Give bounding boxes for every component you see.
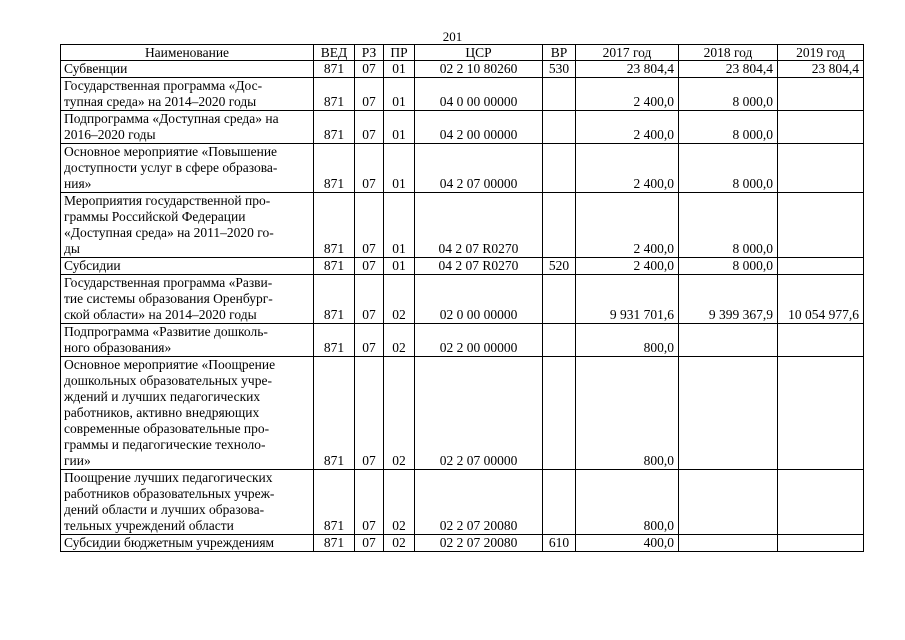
cell-rz: 07 [355,324,384,357]
cell-y2018 [679,357,778,470]
row-name [61,324,314,357]
row-name-line: Подпрограмма «Доступная среда» на [64,111,279,126]
cell-rz: 07 [355,193,384,258]
cell-vr: 530 [543,61,576,78]
cell-csr: 04 2 07 00000 [415,144,543,193]
cell-y2017: 2 400,0 [576,258,679,275]
cell-csr: 02 0 00 00000 [415,275,543,324]
row-name-line: тие системы образования Оренбург- [64,291,273,306]
cell-pr: 02 [384,324,415,357]
cell-y2018: 8 000,0 [679,193,778,258]
cell-y2019 [778,324,864,357]
cell-csr: 04 0 00 00000 [415,78,543,111]
table-row [61,470,864,535]
cell-ved: 871 [314,111,355,144]
cell-pr: 01 [384,61,415,78]
cell-pr: 01 [384,111,415,144]
row-name [61,535,314,552]
cell-y2019 [778,258,864,275]
cell-y2018: 23 804,4 [679,61,778,78]
table-row [61,357,864,470]
row-name-line: тельных учреждений области [64,518,234,533]
table-row [61,144,864,193]
cell-vr: 610 [543,535,576,552]
table-body [61,61,864,552]
cell-csr: 02 2 10 80260 [415,61,543,78]
row-name-line: тупная среда» на 2014–2020 годы [64,94,257,109]
cell-rz: 07 [355,535,384,552]
cell-y2017: 800,0 [576,324,679,357]
cell-vr: 520 [543,258,576,275]
cell-vr [543,193,576,258]
row-name-line: ждений и лучших педагогических [64,389,261,404]
row-name-line: ской области» на 2014–2020 годы [64,307,257,322]
vr-header: ВР [543,45,576,61]
year-2017-header: 2017 год [576,45,679,61]
cell-ved: 871 [314,78,355,111]
pr-header: ПР [384,45,415,61]
cell-ved: 871 [314,275,355,324]
cell-pr: 01 [384,144,415,193]
table-row [61,111,864,144]
row-name-line: Субсидии бюджетным учреждениям [64,535,275,550]
cell-y2018: 8 000,0 [679,111,778,144]
cell-ved: 871 [314,61,355,78]
cell-vr [543,470,576,535]
row-name [61,111,314,144]
cell-y2018 [679,535,778,552]
cell-pr: 02 [384,357,415,470]
cell-vr [543,324,576,357]
cell-rz: 07 [355,144,384,193]
row-name-line: Подпрограмма «Развитие дошколь- [64,324,268,339]
cell-pr: 02 [384,535,415,552]
cell-y2019 [778,111,864,144]
row-name-line: современные образовательные про- [64,421,270,436]
cell-y2017: 2 400,0 [576,111,679,144]
row-name-line: Основное мероприятие «Повышение [64,144,278,159]
row-name-line: дений области и лучших образова- [64,502,265,517]
row-name [61,144,314,193]
cell-vr [543,78,576,111]
cell-y2018: 8 000,0 [679,144,778,193]
row-name [61,357,314,470]
cell-rz: 07 [355,470,384,535]
cell-csr: 04 2 07 R0270 [415,193,543,258]
cell-y2019 [778,470,864,535]
cell-y2018 [679,324,778,357]
row-name-line: Основное мероприятие «Поощрение [64,357,276,372]
cell-y2017: 9 931 701,6 [576,275,679,324]
table-row [61,324,864,357]
cell-ved: 871 [314,144,355,193]
table-row [61,78,864,111]
cell-rz: 07 [355,357,384,470]
cell-vr [543,144,576,193]
cell-y2019: 10 054 977,6 [778,275,864,324]
table-header-row [61,45,864,61]
row-name [61,61,314,78]
row-name-line: гии» [64,453,91,468]
budget-table [60,44,864,552]
cell-rz: 07 [355,61,384,78]
cell-y2019: 23 804,4 [778,61,864,78]
cell-ved: 871 [314,470,355,535]
row-name-line: Поощрение лучших педагогических [64,470,273,485]
row-name-line: Субвенции [64,61,128,76]
name-header: Наименование [61,45,314,61]
cell-ved: 871 [314,357,355,470]
cell-ved: 871 [314,258,355,275]
row-name-line: ния» [64,176,92,191]
csr-header: ЦСР [415,45,543,61]
table-row [61,61,864,78]
row-name [61,275,314,324]
cell-csr: 04 2 07 R0270 [415,258,543,275]
cell-y2017: 400,0 [576,535,679,552]
row-name-line: Мероприятия государственной про- [64,193,271,208]
cell-csr: 02 2 07 20080 [415,470,543,535]
year-2019-header: 2019 год [778,45,864,61]
cell-vr [543,275,576,324]
table-row [61,275,864,324]
year-2018-header: 2018 год [679,45,778,61]
row-name-line: доступности услуг в сфере образова- [64,160,278,175]
row-name [61,193,314,258]
table-row [61,193,864,258]
cell-y2019 [778,78,864,111]
cell-y2017: 2 400,0 [576,144,679,193]
row-name-line: ного образования» [64,340,172,355]
row-name-line: Государственная программа «Разви- [64,275,273,290]
cell-ved: 871 [314,193,355,258]
cell-csr: 02 2 07 20080 [415,535,543,552]
row-name [61,78,314,111]
row-name-line: 2016–2020 годы [64,127,156,142]
cell-rz: 07 [355,78,384,111]
page-number: 201 [442,29,463,44]
cell-y2018: 8 000,0 [679,258,778,275]
row-name [61,258,314,275]
cell-y2019 [778,535,864,552]
cell-rz: 07 [355,275,384,324]
row-name-line: граммы Российской Федерации [64,209,246,224]
cell-y2019 [778,357,864,470]
cell-y2017: 800,0 [576,357,679,470]
cell-vr [543,357,576,470]
cell-y2018 [679,470,778,535]
row-name-line: граммы и педагогические техноло- [64,437,266,452]
rz-header: РЗ [355,45,384,61]
cell-y2019 [778,193,864,258]
cell-csr: 02 2 07 00000 [415,357,543,470]
cell-y2017: 2 400,0 [576,193,679,258]
row-name-line: дошкольных образовательных учре- [64,373,272,388]
ved-header: ВЕД [314,45,355,61]
cell-pr: 02 [384,470,415,535]
table-row [61,258,864,275]
cell-y2017: 23 804,4 [576,61,679,78]
row-name-line: Государственная программа «Дос- [64,78,263,93]
cell-y2017: 800,0 [576,470,679,535]
cell-y2019 [778,144,864,193]
cell-y2018: 8 000,0 [679,78,778,111]
cell-pr: 02 [384,275,415,324]
cell-rz: 07 [355,111,384,144]
row-name-line: Субсидии [64,258,121,273]
cell-csr: 04 2 00 00000 [415,111,543,144]
row-name-line: работников образовательных учреж- [64,486,275,501]
cell-y2018: 9 399 367,9 [679,275,778,324]
cell-vr [543,111,576,144]
table-row [61,535,864,552]
cell-ved: 871 [314,324,355,357]
cell-pr: 01 [384,193,415,258]
row-name-line: ды [64,241,80,256]
cell-pr: 01 [384,78,415,111]
cell-csr: 02 2 00 00000 [415,324,543,357]
row-name-line: «Доступная среда» на 2011–2020 го- [64,225,274,240]
cell-pr: 01 [384,258,415,275]
cell-rz: 07 [355,258,384,275]
cell-y2017: 2 400,0 [576,78,679,111]
row-name-line: работников, активно внедряющих [64,405,260,420]
cell-ved: 871 [314,535,355,552]
row-name [61,470,314,535]
